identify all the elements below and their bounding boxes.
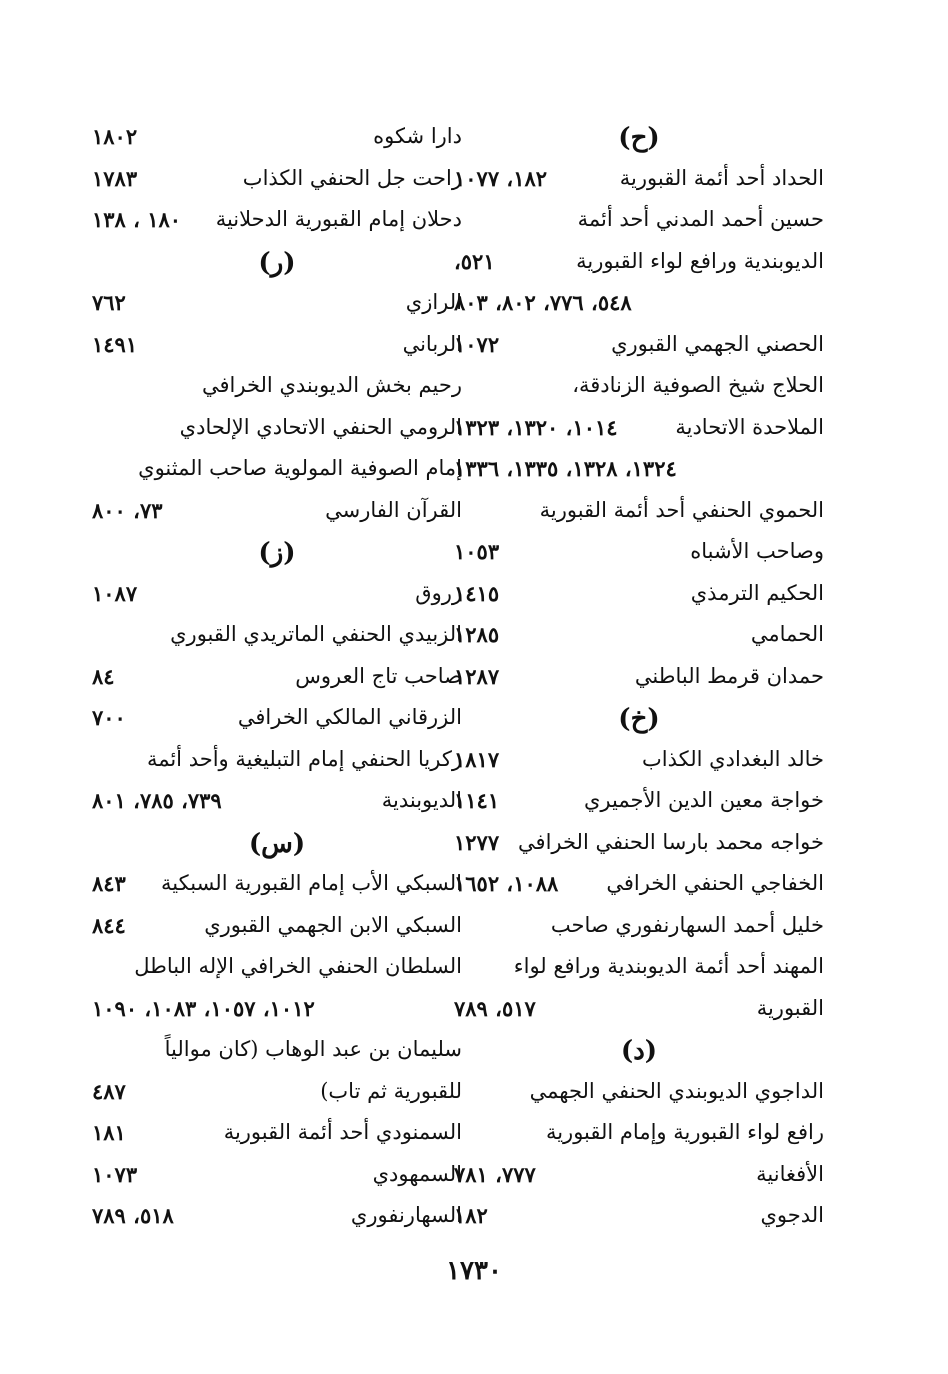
index-entry xyxy=(92,782,462,824)
index-entry xyxy=(454,616,824,658)
entry-page-numbers: ١٨٢ xyxy=(454,1203,488,1228)
index-entry xyxy=(92,450,462,492)
entry-page-numbers: ١٠١٤، ١٣٢٠، ١٣٢٣ xyxy=(454,414,618,440)
entry-page-numbers: ١٠٧٣ xyxy=(92,1161,138,1187)
entry-page-numbers: ١٤١٥ xyxy=(454,580,500,606)
entry-name: الزرقاني المالكي الخرافي xyxy=(237,705,462,729)
index-entry xyxy=(92,616,462,658)
index-entry xyxy=(92,201,462,243)
index-entry xyxy=(454,782,824,824)
index-entry xyxy=(454,160,824,202)
entry-name: الرومي الحنفي الاتحادي الإلحادي xyxy=(179,414,462,439)
entry-name: خليل أحمد السهارنفوري صاحب xyxy=(550,912,824,937)
index-entry xyxy=(454,284,824,326)
entry-name: القبورية xyxy=(756,995,824,1020)
index-entry xyxy=(454,533,824,575)
entry-page-numbers: ٨٤٣ xyxy=(92,871,126,896)
entry-name: الديوبندية xyxy=(381,788,462,812)
index-entry xyxy=(92,699,462,741)
section-letter-header: (ر) xyxy=(258,247,296,278)
entry-name: زكريا الحنفي إمام التبليغية وأحد أئمة xyxy=(146,746,462,771)
entry-page-numbers: ١٠٥٣ xyxy=(454,539,500,564)
entry-name: الحكيم الترمذي xyxy=(690,580,824,605)
index-entry xyxy=(92,1114,462,1156)
entry-name: الدجوي xyxy=(760,1203,824,1227)
page-number: ١٧٣٠ xyxy=(446,1256,502,1286)
entry-page-numbers: ١٣٢٤، ١٣٢٨، ١٣٣٥، ١٣٣٦ xyxy=(454,456,677,481)
entry-page-numbers: ١٧٨٣ xyxy=(92,165,138,191)
index-entry xyxy=(454,907,824,949)
index-entry xyxy=(454,865,824,907)
section-letter-header: (س) xyxy=(248,828,306,859)
entry-page-numbers: ١٨١ xyxy=(92,1120,126,1145)
entry-page-numbers: ١٠٨٧ xyxy=(92,580,138,606)
entry-name: وصاحب الأشباه xyxy=(690,539,824,563)
entry-page-numbers: ١٠٧٢ xyxy=(454,331,500,357)
index-entry xyxy=(92,865,462,907)
entry-page-numbers: ٥١٨، ٧٨٩ xyxy=(92,1203,174,1228)
index-entry xyxy=(92,492,462,534)
entry-name: الحمامي xyxy=(750,622,824,646)
entry-name: للقبورية ثم تاب) xyxy=(320,1078,462,1103)
entry-page-numbers: ٧٧٧، ٧٨١ xyxy=(454,1161,536,1187)
entry-name: الملاحدة الاتحادية xyxy=(675,414,824,439)
entry-page-numbers: ١٨١٧ xyxy=(454,746,500,772)
index-entry xyxy=(454,367,824,409)
entry-page-numbers: ١٨٢، ١٠٧٧ xyxy=(454,165,548,191)
entry-name: السمنودي أحد أئمة القبورية xyxy=(223,1120,462,1144)
entry-name: السبكي الابن الجهمي القبوري xyxy=(204,912,462,937)
entry-name: رحيم بخش الديوبندي الخرافي xyxy=(202,373,462,397)
entry-name: الحموي الحنفي أحد أئمة القبورية xyxy=(539,497,824,522)
entry-page-numbers: ١١٤١ xyxy=(454,788,500,813)
index-entry xyxy=(454,1156,824,1198)
entry-name: خواجة معين الدين الأجميري xyxy=(583,788,824,812)
index-entry xyxy=(92,948,462,990)
entry-page-numbers: ١٨٠ ، ١٣٨ xyxy=(92,207,182,232)
index-entry xyxy=(92,160,462,202)
entry-name: الخفاجي الحنفي الخرافي xyxy=(606,871,824,895)
index-entry xyxy=(454,492,824,534)
section-letter-header: (ز) xyxy=(258,538,296,568)
entry-name: رافع لواء القبورية وإمام القبورية xyxy=(545,1120,824,1144)
index-entry xyxy=(92,1031,462,1073)
entry-page-numbers: ٧٣، ٨٠٠ xyxy=(92,497,163,523)
index-entry xyxy=(454,243,824,285)
entry-page-numbers: ١٤٩١ xyxy=(92,331,138,357)
entry-name: الداجوي الديوبندي الحنفي الجهمي xyxy=(529,1078,824,1103)
index-entry xyxy=(92,284,462,326)
entry-name: دحلان إمام القبورية الدحلانية xyxy=(215,207,462,231)
entry-page-numbers: ١٨٠٢ xyxy=(92,124,138,149)
entry-page-numbers: ٨٤ xyxy=(92,663,115,689)
entry-name: السلطان الحنفي الخرافي الإله الباطل xyxy=(134,954,462,978)
entry-name: المهند أحد أئمة الديوبندية ورافع لواء xyxy=(513,954,824,978)
entry-name: حمدان قرمط الباطني xyxy=(634,663,824,688)
index-column-left xyxy=(92,118,462,1239)
index-entry xyxy=(92,326,462,368)
entry-page-numbers: ٥٤٨، ٧٧٦، ٨٠٢، ٨٠٣ xyxy=(454,290,632,315)
index-entry xyxy=(454,658,824,700)
entry-page-numbers: ٨٤٤ xyxy=(92,912,126,938)
index-entry xyxy=(454,409,824,451)
index-entry xyxy=(92,367,462,409)
entry-page-numbers: ٤٨٧ xyxy=(92,1078,126,1104)
entry-page-numbers: ٥٢١، xyxy=(454,248,495,274)
entry-page-numbers: ١٠٨٨، ١٦٥٢ xyxy=(454,871,559,896)
entry-name: السهارنفوري xyxy=(350,1203,462,1227)
entry-page-numbers: ٧٦٢ xyxy=(92,290,126,315)
index-entry xyxy=(92,907,462,949)
entry-name: صاحب تاج العروس xyxy=(295,663,462,688)
entry-name: إمام الصوفية المولوية صاحب المثنوي xyxy=(138,456,462,480)
index-entry xyxy=(92,575,462,617)
index-entry xyxy=(92,658,462,700)
index-entry xyxy=(454,326,824,368)
index-entry xyxy=(92,118,462,160)
index-entry xyxy=(454,741,824,783)
entry-name: الحصني الجهمي القبوري xyxy=(611,331,824,356)
entry-name: الحلاج شيخ الصوفية الزنادقة، xyxy=(572,373,824,397)
entry-name: السمهودي xyxy=(372,1161,462,1186)
index-entry xyxy=(454,1197,824,1239)
entry-name: الديوبندية ورافع لواء القبورية xyxy=(576,248,824,273)
index-column-right xyxy=(454,118,824,1239)
entry-name: دارا شكوه xyxy=(373,124,462,148)
index-entry xyxy=(454,948,824,990)
index-entry xyxy=(92,990,462,1032)
entry-name: سليمان بن عبد الوهاب (كان موالياً xyxy=(164,1037,462,1061)
entry-name: الحداد أحد أئمة القبورية xyxy=(619,165,824,190)
entry-name: الأفغانية xyxy=(756,1161,824,1186)
entry-name: حسين أحمد المدني أحد أئمة xyxy=(577,207,824,231)
index-entry xyxy=(454,450,824,492)
index-entry xyxy=(92,1197,462,1239)
index-entry xyxy=(92,1073,462,1115)
index-entry xyxy=(454,1073,824,1115)
section-letter-header: (ح) xyxy=(618,123,660,153)
index-entry xyxy=(92,741,462,783)
entry-name: راحت جل الحنفي الكذاب xyxy=(242,165,462,190)
entry-page-numbers: ١٢٨٧ xyxy=(454,663,500,689)
index-entry xyxy=(92,1156,462,1198)
index-entry xyxy=(454,990,824,1032)
entry-page-numbers: ٧٠٠ xyxy=(92,705,126,730)
entry-name: خالد البغدادي الكذاب xyxy=(642,746,824,771)
entry-name: القرآن الفارسي xyxy=(325,497,462,522)
section-letter-header: (د) xyxy=(620,1036,658,1066)
index-entry xyxy=(454,1114,824,1156)
entry-name: خواجه محمد بارسا الحنفي الخرافي xyxy=(518,829,824,854)
entry-name: الزبيدي الحنفي الماتريدي القبوري xyxy=(170,622,462,646)
index-entry xyxy=(454,824,824,866)
index-entry xyxy=(92,409,462,451)
index-entry xyxy=(454,575,824,617)
entry-name: السبكي الأب إمام القبورية السبكية xyxy=(161,871,462,895)
entry-page-numbers: ٥١٧، ٧٨٩ xyxy=(454,995,536,1021)
section-letter-header: (خ) xyxy=(618,704,660,734)
entry-page-numbers: ١٠١٢، ١٠٥٧، ١٠٨٣، ١٠٩٠ xyxy=(92,995,315,1021)
entry-page-numbers: ٧٣٩، ٧٨٥، ٨٠١ xyxy=(92,788,222,813)
entry-name: الرباني xyxy=(402,331,462,356)
entry-name: الرازي xyxy=(405,290,462,314)
entry-name: زروق xyxy=(415,580,462,605)
index-entry xyxy=(454,201,824,243)
entry-page-numbers: ١٢٨٥ xyxy=(454,622,500,647)
entry-page-numbers: ١٢٧٧ xyxy=(454,829,500,855)
